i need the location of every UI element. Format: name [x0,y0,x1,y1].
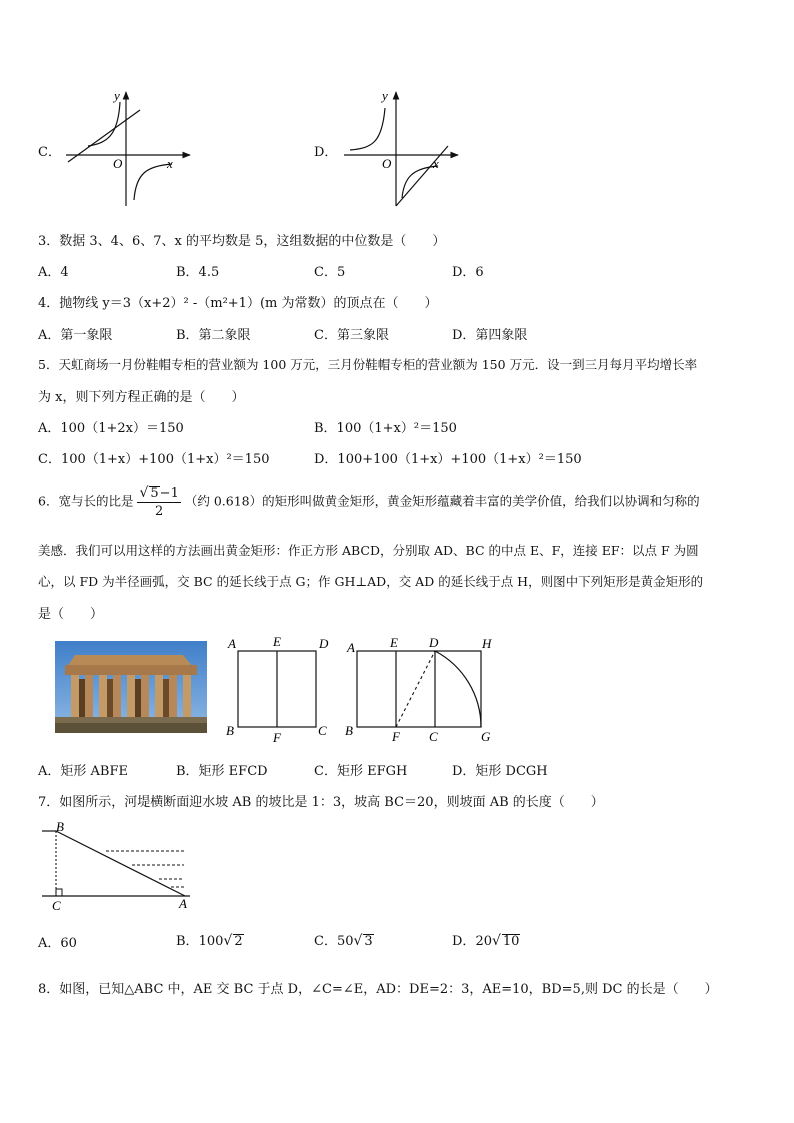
y-axis-label: y [382,88,388,103]
fraction-radicand: 5 [150,486,159,501]
q6-stem-line3: 心，以 FD 为半径画弧，交 BC 的延长线于点 G；作 GH⊥AD，交 AD 的延长线于点 H，则图中下列矩形是黄金矩形的 [38,574,704,589]
segment-fd-dashed [396,651,435,727]
point-label: C [52,898,61,913]
q2-option-d-label: D． [314,145,338,160]
q4-stem: 4．抛物线 y＝3（x+2）² -（m²+1）(m 为常数）的顶点在（ ） [38,296,438,311]
point-label: A [179,896,187,911]
q5-option-a: A．100（1+2x）＝150 [38,421,184,436]
q5-option-b: B．100（1+x）²＝150 [314,421,457,436]
point-label: E [390,635,398,650]
q7-option-d: D．20√ 10 [452,933,520,949]
q6-option-b: B．矩形 EFCD [176,764,268,779]
q4-option-a: A．第一象限 [38,328,113,343]
q3-stem: 3．数据 3、4、6、7、x 的平均数是 5，这组数据的中位数是（ ） [38,234,446,249]
q7-option-b: B．100√ 2 [176,933,243,949]
q6-option-c: C．矩形 EFGH [314,764,408,779]
q3-option-b: B．4.5 [176,265,220,280]
q7-option-a: A．60 [38,936,77,951]
q6-option-a: A．矩形 ABFE [38,764,128,779]
point-label: G [481,729,491,744]
origin-label: O [382,156,392,171]
q2-graph-d [340,88,480,208]
point-label: C [429,729,438,744]
point-label: A [228,636,236,651]
hyperbola-branch [350,108,385,150]
arc-dg [435,651,481,727]
point-label: D [429,635,439,650]
point-label: C [318,723,327,738]
q8-stem: 8．如图，已知△ABC 中，AE 交 BC 于点 D，∠C=∠E，AD：DE=2：3，AE=10，BD=5,则 DC 的长是（ ） [38,982,718,997]
origin-label: O [113,156,123,171]
x-axis-label: x [433,156,439,171]
q2-graph-c [62,88,202,208]
q7-stem: 7．如图所示，河堤横断面迎水坡 AB 的坡比是 1：3，坡高 BC＝20，则坡面 AB 的长度（ ） [38,795,604,810]
q7-option-c: C．50√ 3 [314,933,373,949]
rectangle-abgh [357,651,481,727]
q5-option-c: C．100（1+x）+100（1+x）²＝150 [38,452,270,467]
q3-option-c: C．5 [314,265,346,280]
q6-option-d: D．矩形 DCGH [452,764,548,779]
q6-stem-line4: 是（ ） [38,607,104,622]
golden-square-figure [222,632,340,744]
point-label: H [482,636,492,651]
fraction-numerator-rest: −1 [159,486,179,501]
q5-stem-line2: 为 x，则下列方程正确的是（ ） [38,390,245,405]
point-label: B [56,819,64,834]
point-label: F [392,729,400,744]
q5-option-d: D．100+100（1+x）+100（1+x）²＝150 [314,452,582,467]
q3-option-a: A．4 [38,265,69,280]
q4-option-b: B．第二象限 [176,328,251,343]
q6-stem-line2: 美感．我们可以用这样的方法画出黄金矩形：作正方形 ABCD，分别取 AD、BC 的中点 E、F，连接 EF：以点 F 为圆 [38,543,699,558]
q3-option-d: D．6 [452,265,484,280]
slope-ab [56,831,185,896]
riverbank-figure [38,818,198,914]
point-label: F [273,730,281,744]
y-axis-label: y [114,88,120,103]
point-label: B [226,723,234,738]
point-label: B [345,723,353,738]
fraction-denominator: 2 [155,504,164,519]
q6-stem-suffix: （约 0.618）的矩形叫做黄金矩形，黄金矩形蕴藏着丰富的美学价值，给我们以协调和匀称的 [184,493,700,509]
point-label: D [319,636,329,651]
x-axis-label: x [167,156,173,171]
point-label: A [347,640,355,655]
q2-option-c-label: C． [38,145,61,160]
point-label: E [273,634,281,649]
q4-option-c: C．第三象限 [314,328,389,343]
parthenon-photo [55,641,207,733]
q6-stem-line1 [38,485,700,519]
hyperbola-branch [88,102,120,146]
golden-rectangle-figure [340,632,505,744]
q5-stem-line1: 5．天虹商场一月份鞋帽专柜的营业额为 100 万元，三月份鞋帽专柜的营业额为 150 万元．设一到三月每月平均增长率 [38,357,698,372]
q6-stem-prefix: 6．宽与长的比是 [38,493,134,509]
q4-option-d: D．第四象限 [452,328,528,343]
line-graph [68,110,140,162]
golden-ratio-fraction: $\frac{√ 5-1}{2}$ [139,485,179,519]
